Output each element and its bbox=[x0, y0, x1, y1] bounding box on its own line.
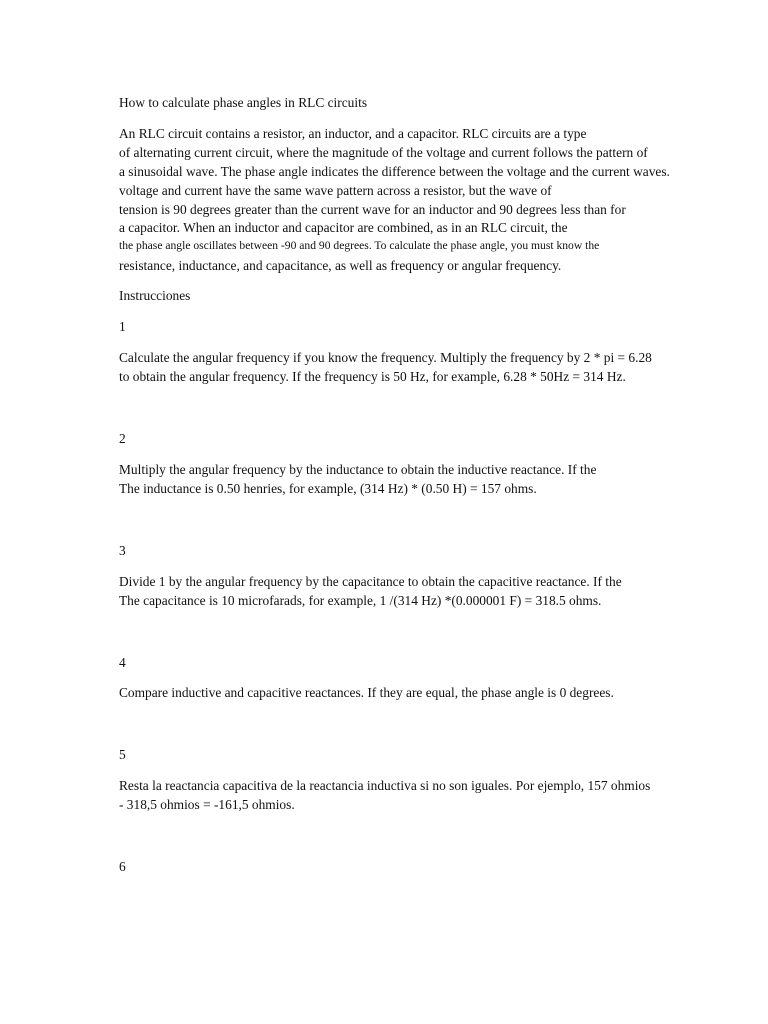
step-text-line: The inductance is 0.50 henries, for example, (314 Hz) * (0.50 H) = 157 ohms. bbox=[119, 481, 537, 496]
step-text-line: - 318,5 ohmios = -161,5 ohmios. bbox=[119, 797, 295, 812]
step-text-line: Resta la reactancia capacitiva de la reactancia inductiva si no son iguales. Por ejemplo, 157 ohmios bbox=[119, 778, 651, 793]
step-text-line: to obtain the angular frequency. If the frequency is 50 Hz, for example, 6.28 * 50Hz = 314 Hz. bbox=[119, 369, 626, 384]
intro-line: a sinusoidal wave. The phase angle indicates the difference between the voltage and the current waves. bbox=[119, 164, 670, 179]
step-text-line: Compare inductive and capacitive reactances. If they are equal, the phase angle is 0 degrees. bbox=[119, 685, 614, 700]
step-number: 1 bbox=[119, 319, 126, 334]
intro-line: voltage and current have the same wave pattern across a resistor, but the wave of bbox=[119, 183, 552, 198]
step-text-line: Multiply the angular frequency by the inductance to obtain the inductive reactance. If the bbox=[119, 462, 597, 477]
intro-line: of alternating current circuit, where the magnitude of the voltage and current follows the pattern of bbox=[119, 145, 648, 160]
step-text-line: Divide 1 by the angular frequency by the capacitance to obtain the capacitive reactance. If the bbox=[119, 574, 622, 589]
step-number: 3 bbox=[119, 543, 126, 558]
intro-line: An RLC circuit contains a resistor, an inductor, and a capacitor. RLC circuits are a type bbox=[119, 126, 587, 141]
step-text-line: The capacitance is 10 microfarads, for example, 1 /(314 Hz) *(0.000001 F) = 318.5 ohms. bbox=[119, 593, 602, 608]
intro-line: the phase angle oscillates between -90 and 90 degrees. To calculate the phase angle, you must know the bbox=[119, 239, 600, 252]
instructions-heading: Instrucciones bbox=[119, 288, 191, 303]
step-text-line: Calculate the angular frequency if you know the frequency. Multiply the frequency by 2 * pi = 6.28 bbox=[119, 350, 652, 365]
intro-line: a capacitor. When an inductor and capacitor are combined, as in an RLC circuit, the bbox=[119, 220, 568, 235]
step-number: 2 bbox=[119, 431, 126, 446]
document-title: How to calculate phase angles in RLC circuits bbox=[119, 95, 368, 110]
step-number: 6 bbox=[119, 859, 126, 874]
intro-line: resistance, inductance, and capacitance, as well as frequency or angular frequency. bbox=[119, 258, 562, 273]
step-number: 5 bbox=[119, 747, 126, 762]
step-number: 4 bbox=[119, 655, 126, 670]
intro-line: tension is 90 degrees greater than the current wave for an inductor and 90 degrees less than for bbox=[119, 202, 626, 217]
